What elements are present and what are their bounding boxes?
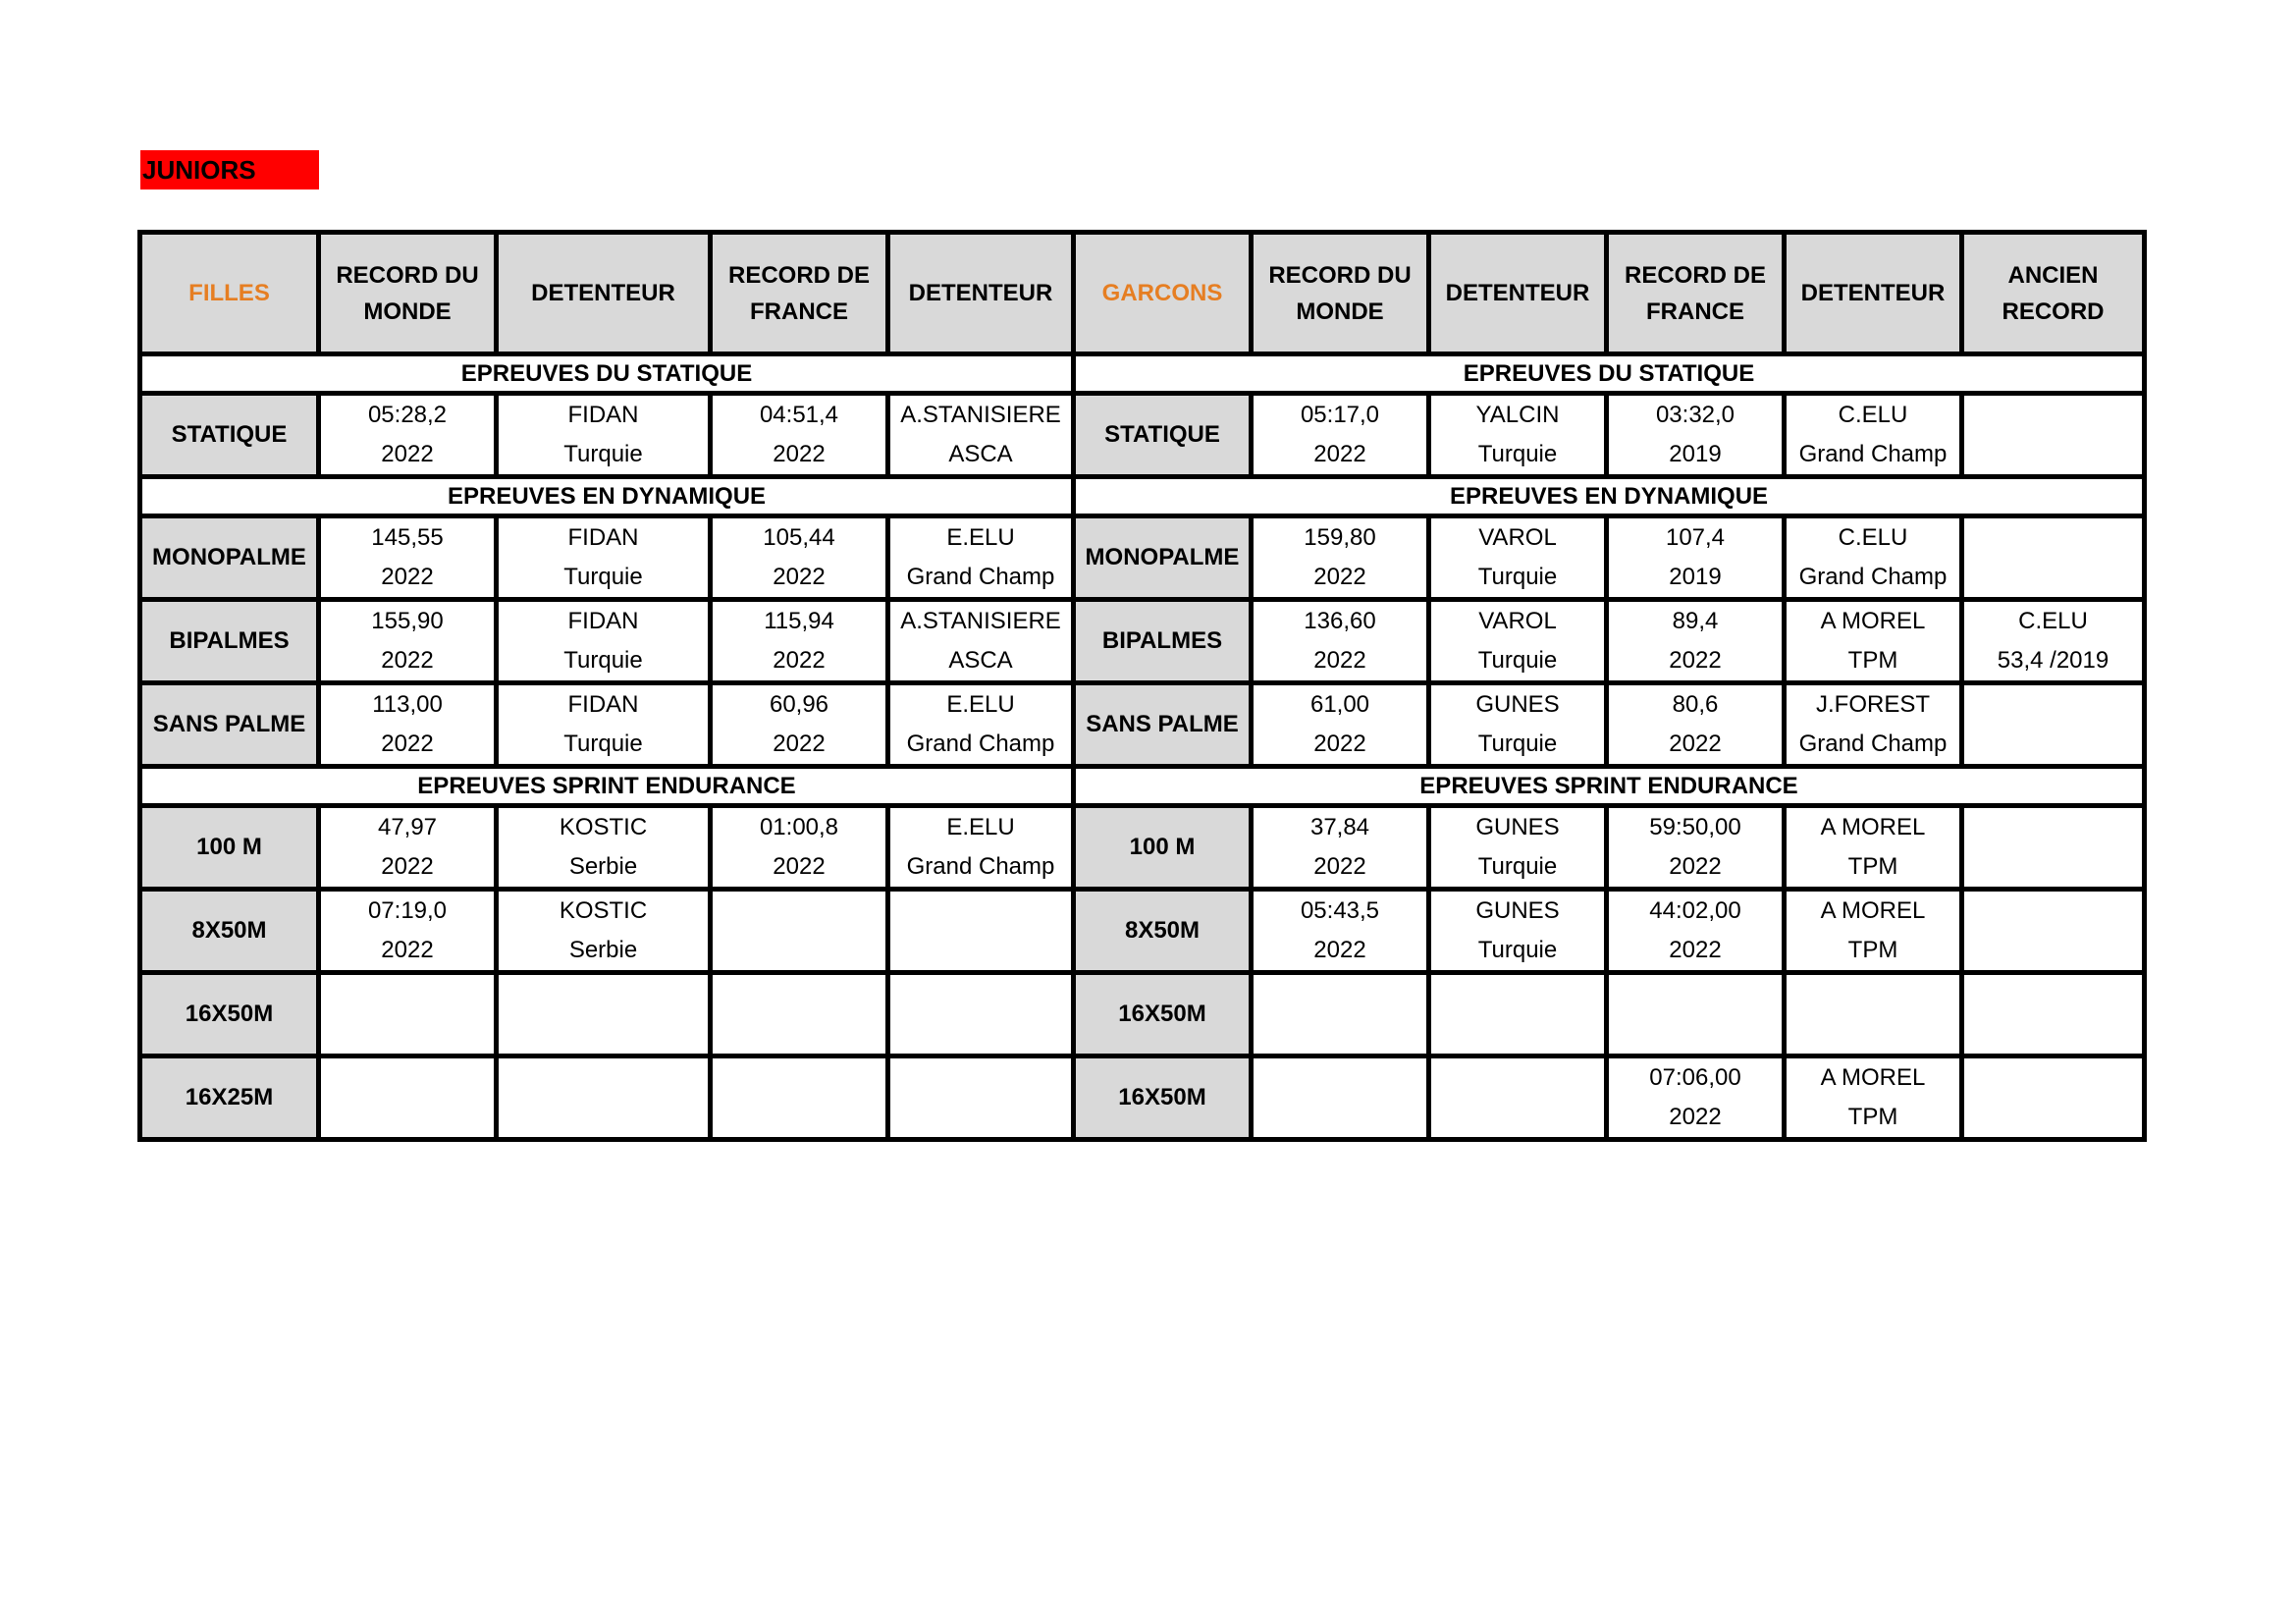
cell-line [890,892,1071,931]
girls-fr-cell [711,1056,888,1140]
boys-fr-cell [1607,683,1785,767]
boys-fr-holder-cell [1785,806,1962,890]
cell-line [713,931,885,970]
cell-line: 2022 [381,441,434,467]
cell-line: 60,96 [769,691,829,718]
cell-line: 2022 [381,564,434,590]
cell-line: 2022 [381,937,434,963]
cell-line [1787,1014,1959,1054]
boys-event-label: 16X50M [1074,1056,1252,1140]
cell-line: Turquie [1477,731,1558,757]
cell-line: Turquie [563,564,643,590]
cell-line: TPM [1847,853,1898,880]
cell-line: Grand Champ [906,731,1055,757]
girls-wr-holder-header: DETENTEUR [497,233,711,354]
boys-old-cell [1962,1056,2145,1140]
girls-wr-cell [319,890,497,973]
cell-line [1254,1058,1426,1098]
cell-line: FIDAN [567,608,639,634]
cell-line: 05:17,0 [1300,402,1380,428]
section-title: EPREUVES DU STATIQUE [1074,354,2145,394]
girls-header: FILLES [140,233,319,354]
cell-line: 2022 [1669,1104,1722,1130]
header-row [140,233,2145,354]
cell-line [1431,1098,1604,1137]
cell-line: Turquie [1477,937,1558,963]
section-row-sprint [140,767,2145,806]
cell-line: 53,4 /2019 [1997,647,2109,674]
cell-line: A.STANISIERE [900,608,1061,634]
cell-line: 2022 [773,441,826,467]
cell-line [499,1098,708,1137]
girls-wr-cell [319,1056,497,1140]
boys-old-cell [1962,683,2145,767]
girls-event-label: SANS PALME [140,683,319,767]
cell-line: 136,60 [1304,608,1376,634]
cell-line: 2022 [1313,441,1366,467]
cell-line [1254,1014,1426,1054]
cell-line: A MOREL [1820,897,1926,924]
section-title: EPREUVES EN DYNAMIQUE [1074,477,2145,516]
girls-fr-cell [711,600,888,683]
cell-line: GUNES [1475,814,1560,840]
boys-wr-cell [1252,1056,1429,1140]
cell-line [1431,1058,1604,1098]
boys-wr-holder-cell [1429,683,1607,767]
girls-event-label: MONOPALME [140,516,319,600]
girls-fr-cell [711,516,888,600]
cell-line: Turquie [1477,441,1558,467]
section-title: EPREUVES EN DYNAMIQUE [140,477,1074,516]
boys-fr-holder-cell [1785,600,1962,683]
boys-wr-holder-header: DETENTEUR [1429,233,1607,354]
section-title: EPREUVES SPRINT ENDURANCE [140,767,1074,806]
cell-line: C.ELU [1838,524,1908,551]
girls-wr-cell [319,516,497,600]
cell-line: 115,94 [764,608,834,634]
boys-fr-cell [1607,516,1785,600]
cell-line [890,975,1071,1014]
cell-line: 37,84 [1309,814,1370,840]
girls-event-label: 16X50M [140,973,319,1056]
cell-line: Grand Champ [906,564,1055,590]
boys-wr-cell [1252,683,1429,767]
cell-line [890,1058,1071,1098]
cell-line: ASCA [948,441,1013,467]
table-row [140,973,2145,1056]
cell-line: 47,97 [377,814,438,840]
cell-line [713,892,885,931]
boys-old-cell [1962,394,2145,477]
cell-line: YALCIN [1475,402,1560,428]
girls-event-label: 100 M [140,806,319,890]
cell-line: 2022 [1313,731,1366,757]
cell-line: 2022 [1669,853,1722,880]
boys-event-label: STATIQUE [1074,394,1252,477]
cell-line: 2022 [773,647,826,674]
boys-wr-holder-cell [1429,806,1607,890]
cell-line: J.FOREST [1815,691,1930,718]
cell-line: Grand Champ [1798,441,1948,467]
cell-line: Grand Champ [1798,564,1948,590]
cell-line: GUNES [1475,897,1560,924]
cell-line [1964,975,2142,1014]
girls-fr-holder-cell [888,516,1074,600]
girls-wr-cell [319,806,497,890]
cell-line: 107,4 [1665,524,1726,551]
boys-header: GARCONS [1074,233,1252,354]
girls-wr-holder-cell [497,600,711,683]
cell-line [1964,685,2142,725]
cell-line: E.ELU [946,691,1015,718]
girls-fr-cell [711,806,888,890]
boys-fr-holder-header: DETENTEUR [1785,233,1962,354]
cell-line [890,931,1071,970]
cell-line: Turquie [1477,647,1558,674]
girls-wr-holder-cell [497,683,711,767]
table-row [140,600,2145,683]
cell-line: Grand Champ [1798,731,1948,757]
cell-line [1431,975,1604,1014]
girls-fr-holder-cell [888,973,1074,1056]
cell-line [1609,975,1782,1014]
boys-event-label: 100 M [1074,806,1252,890]
girls-wr-holder-cell [497,516,711,600]
cell-line: FIDAN [567,524,639,551]
boys-fr-cell [1607,600,1785,683]
boys-wr-holder-cell [1429,516,1607,600]
boys-fr-holder-cell [1785,394,1962,477]
cell-line: C.ELU [1838,402,1908,428]
cell-line: 113,00 [372,691,443,718]
cell-line: Grand Champ [906,853,1055,880]
boys-event-label: 8X50M [1074,890,1252,973]
cell-line: TPM [1847,1104,1898,1130]
cell-line: 2022 [1313,853,1366,880]
boys-event-label: MONOPALME [1074,516,1252,600]
cell-line [1964,808,2142,847]
table-row [140,1056,2145,1140]
cell-line [499,975,708,1014]
boys-wr-cell [1252,394,1429,477]
cell-line: 2022 [381,731,434,757]
cell-line [499,1014,708,1054]
girls-wr-holder-cell [497,890,711,973]
page-title-text: JUNIORS [142,155,256,185]
cell-line: Serbie [568,853,638,880]
cell-line: 145,55 [371,524,444,551]
girls-wr-holder-cell [497,394,711,477]
girls-wr-holder-cell [497,1056,711,1140]
cell-line [1964,931,2142,970]
cell-line: A MOREL [1820,814,1926,840]
cell-line [890,1098,1071,1137]
table-row [140,516,2145,600]
boys-event-label: BIPALMES [1074,600,1252,683]
boys-wr-cell [1252,516,1429,600]
cell-line: TPM [1847,937,1898,963]
cell-line: A MOREL [1820,608,1926,634]
cell-line: 05:28,2 [367,402,448,428]
girls-fr-cell [711,683,888,767]
girls-event-label: 16X25M [140,1056,319,1140]
boys-wr-holder-cell [1429,890,1607,973]
cell-line: Turquie [563,441,643,467]
cell-line: A MOREL [1820,1064,1926,1091]
cell-line [1964,558,2142,597]
boys-old-cell [1962,516,2145,600]
records-table [137,230,2147,1142]
cell-line: 155,90 [371,608,444,634]
cell-line: GUNES [1475,691,1560,718]
cell-line: 44:02,00 [1649,897,1741,924]
table-row [140,394,2145,477]
girls-event-label: BIPALMES [140,600,319,683]
cell-line: E.ELU [946,814,1015,840]
cell-line: 04:51,4 [759,402,839,428]
boys-old-cell [1962,600,2145,683]
boys-wr-holder-cell [1429,1056,1607,1140]
girls-fr-cell [711,890,888,973]
cell-line [321,1014,494,1054]
cell-line [1964,1098,2142,1137]
cell-line: 2022 [381,853,434,880]
cell-line: KOSTIC [559,814,648,840]
cell-line [1964,396,2142,435]
cell-line: 2022 [1313,647,1366,674]
cell-line [713,1058,885,1098]
section-title: EPREUVES DU STATIQUE [140,354,1074,394]
old-record-header: ANCIEN RECORD [1962,233,2145,354]
boys-wr-cell [1252,973,1429,1056]
girls-wr-cell [319,394,497,477]
cell-line [1609,1014,1782,1054]
cell-line: 07:06,00 [1649,1064,1741,1091]
cell-line [1964,725,2142,764]
section-row-dynamique [140,477,2145,516]
boys-wr-holder-cell [1429,394,1607,477]
cell-line: VAROL [1478,524,1557,551]
boys-fr-holder-cell [1785,1056,1962,1140]
girls-wr-cell [319,973,497,1056]
cell-line: Serbie [568,937,638,963]
cell-line [1964,518,2142,558]
cell-line: 2022 [1669,937,1722,963]
boys-fr-cell [1607,1056,1785,1140]
boys-wr-cell [1252,600,1429,683]
cell-line [713,975,885,1014]
boys-fr-cell [1607,890,1785,973]
cell-line: 2019 [1669,564,1722,590]
girls-wr-holder-cell [497,973,711,1056]
cell-line: 2022 [773,731,826,757]
cell-line: 80,6 [1672,691,1719,718]
cell-line: Turquie [563,647,643,674]
cell-line [321,975,494,1014]
cell-line: 2022 [1669,731,1722,757]
cell-line: Turquie [1477,564,1558,590]
cell-line: Turquie [563,731,643,757]
cell-line: Turquie [1477,853,1558,880]
boys-old-cell [1962,973,2145,1056]
cell-line: FIDAN [567,691,639,718]
table-row [140,890,2145,973]
cell-line [1254,1098,1426,1137]
boys-wr-holder-cell [1429,600,1607,683]
boys-wr-cell [1252,890,1429,973]
cell-line: 05:43,5 [1300,897,1380,924]
cell-line [1964,892,2142,931]
cell-line [1431,1014,1604,1054]
girls-fr-holder-cell [888,1056,1074,1140]
boys-old-cell [1962,890,2145,973]
cell-line [321,1058,494,1098]
cell-line: 2022 [1313,564,1366,590]
boys-fr-holder-cell [1785,973,1962,1056]
cell-line [1964,435,2142,474]
girls-event-label: 8X50M [140,890,319,973]
boys-fr-cell [1607,973,1785,1056]
cell-line [713,1014,885,1054]
boys-fr-holder-cell [1785,890,1962,973]
cell-line: 159,80 [1304,524,1376,551]
cell-line [1964,1058,2142,1098]
cell-line: 61,00 [1309,691,1370,718]
cell-line: 2022 [1669,647,1722,674]
cell-line: 2022 [1313,937,1366,963]
girls-event-label: STATIQUE [140,394,319,477]
cell-line: 59:50,00 [1649,814,1741,840]
cell-line: 2019 [1669,441,1722,467]
cell-line: KOSTIC [559,897,648,924]
page-title [140,150,319,189]
girls-fr-holder-cell [888,806,1074,890]
boys-fr-holder-cell [1785,683,1962,767]
cell-line: C.ELU [2018,608,2088,634]
girls-fr-cell [711,394,888,477]
cell-line [713,1098,885,1137]
cell-line [890,1014,1071,1054]
girls-france-record-header: RECORD DE FRANCE [711,233,888,354]
boys-fr-holder-cell [1785,516,1962,600]
section-row-statique [140,354,2145,394]
cell-line: 89,4 [1672,608,1719,634]
cell-line [1964,1014,2142,1054]
cell-line: 105,44 [763,524,835,551]
cell-line [1254,975,1426,1014]
cell-line: 2022 [773,853,826,880]
cell-line: FIDAN [567,402,639,428]
boys-event-label: SANS PALME [1074,683,1252,767]
boys-wr-holder-cell [1429,973,1607,1056]
boys-wr-cell [1252,806,1429,890]
girls-fr-holder-header: DETENTEUR [888,233,1074,354]
girls-world-record-header: RECORD DU MONDE [319,233,497,354]
boys-world-record-header: RECORD DU MONDE [1252,233,1429,354]
girls-wr-holder-cell [497,806,711,890]
table-row [140,806,2145,890]
cell-line: A.STANISIERE [900,402,1061,428]
cell-line: 03:32,0 [1655,402,1735,428]
cell-line [1964,847,2142,887]
cell-line [321,1098,494,1137]
boys-france-record-header: RECORD DE FRANCE [1607,233,1785,354]
section-title: EPREUVES SPRINT ENDURANCE [1074,767,2145,806]
cell-line: TPM [1847,647,1898,674]
girls-wr-cell [319,600,497,683]
cell-line: 07:19,0 [367,897,448,924]
cell-line [1787,975,1959,1014]
boys-fr-cell [1607,394,1785,477]
cell-line: 2022 [381,647,434,674]
cell-line: ASCA [948,647,1013,674]
girls-fr-holder-cell [888,600,1074,683]
boys-event-label: 16X50M [1074,973,1252,1056]
boys-old-cell [1962,806,2145,890]
cell-line [499,1058,708,1098]
girls-fr-holder-cell [888,683,1074,767]
cell-line: E.ELU [946,524,1015,551]
girls-wr-cell [319,683,497,767]
boys-fr-cell [1607,806,1785,890]
cell-line: VAROL [1478,608,1557,634]
girls-fr-holder-cell [888,890,1074,973]
girls-fr-cell [711,973,888,1056]
cell-line: 01:00,8 [759,814,839,840]
table-row [140,683,2145,767]
cell-line: 2022 [773,564,826,590]
girls-fr-holder-cell [888,394,1074,477]
